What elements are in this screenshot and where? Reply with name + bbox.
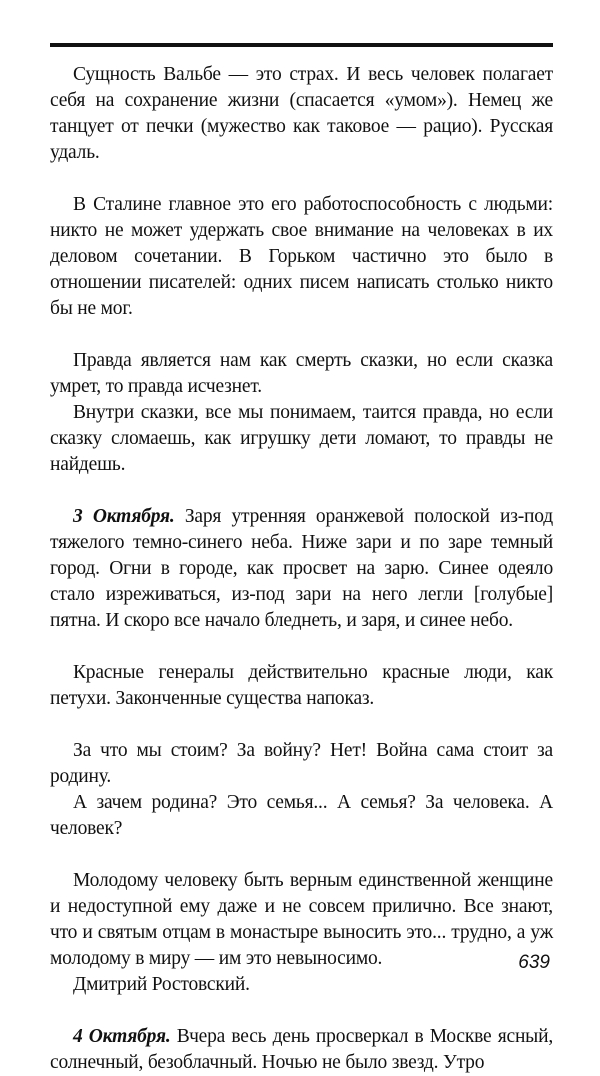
paragraph-text: Заря утренняя оранжевой полоской из-под тяжелого темно-синего неба. Ниже зари и по заре темный город. Огни в городе, как просвет на зарю. Синее одеяло стало изреживаться, из-под зари на него легли [голубые] пятна. И скоро все начало бледнеть, и заря, и синее небо. (50, 506, 553, 631)
paragraph (50, 1024, 553, 1076)
paragraph-text: Вчера весь день просверкал в Москве ясный, солнечный, безоблачный. Ночью не было звезд. Утро (50, 1026, 553, 1073)
paragraph: Сущность Вальбе — это страх. И весь человек полагает себя на сохранение жизни (спасается «умом»). Немец же танцует от печки (мужество как таковое — рацио). Русская удаль. (50, 64, 553, 163)
entry-gap (50, 634, 553, 660)
entry-young-man (50, 868, 553, 998)
entry-gap (50, 322, 553, 348)
entry-red-generals (50, 660, 553, 712)
paragraph: А зачем родина? Это семья... А семья? За человека. А человек? (50, 792, 553, 839)
entry-gap (50, 998, 553, 1024)
entry-valbe (50, 62, 553, 166)
page-number: 639 (518, 952, 550, 973)
entry-october-3 (50, 504, 553, 634)
entry-what-we-stand-for (50, 738, 553, 842)
page-body (50, 62, 553, 1076)
paragraph: За что мы стоим? За войну? Нет! Война сама стоит за родину. (50, 740, 553, 787)
entry-stalin (50, 192, 553, 322)
paragraph: Правда является нам как смерть сказки, но если сказка умрет, то правда исчезнет. (50, 350, 553, 397)
entry-gap (50, 166, 553, 192)
entry-october-4 (50, 1024, 553, 1076)
paragraph: Внутри сказки, все мы понимаем, таится правда, но если сказку сломаешь, как игрушку дети ломают, то правды не найдешь. (50, 402, 553, 475)
entry-gap (50, 842, 553, 868)
paragraph: Дмитрий Ростовский. (73, 974, 250, 995)
entry-truth-fairy-tale (50, 348, 553, 478)
entry-date: 3 Октября. (73, 506, 175, 527)
paragraph: Молодому человеку быть верным единственной женщине и недоступной ему даже и не совсем прилично. Все знают, что и святым отцам в монастыре выносить это... трудно, а уж молодому в миру — им это невыносимо. (50, 870, 553, 969)
entry-gap (50, 478, 553, 504)
entry-date: 4 Октября. (73, 1026, 171, 1047)
paragraph: В Сталине главное это его работоспособность с людьми: никто не может удержать свое внимание на человеках в их деловом сочетании. В Горьком частично это было в отношении писателей: одних писем написать столько никто бы не мог. (50, 194, 553, 319)
paragraph (50, 504, 553, 634)
header-rule (50, 43, 553, 47)
entry-gap (50, 712, 553, 738)
paragraph: Красные генералы действительно красные люди, как петухи. Законченные существа напоказ. (50, 662, 553, 709)
